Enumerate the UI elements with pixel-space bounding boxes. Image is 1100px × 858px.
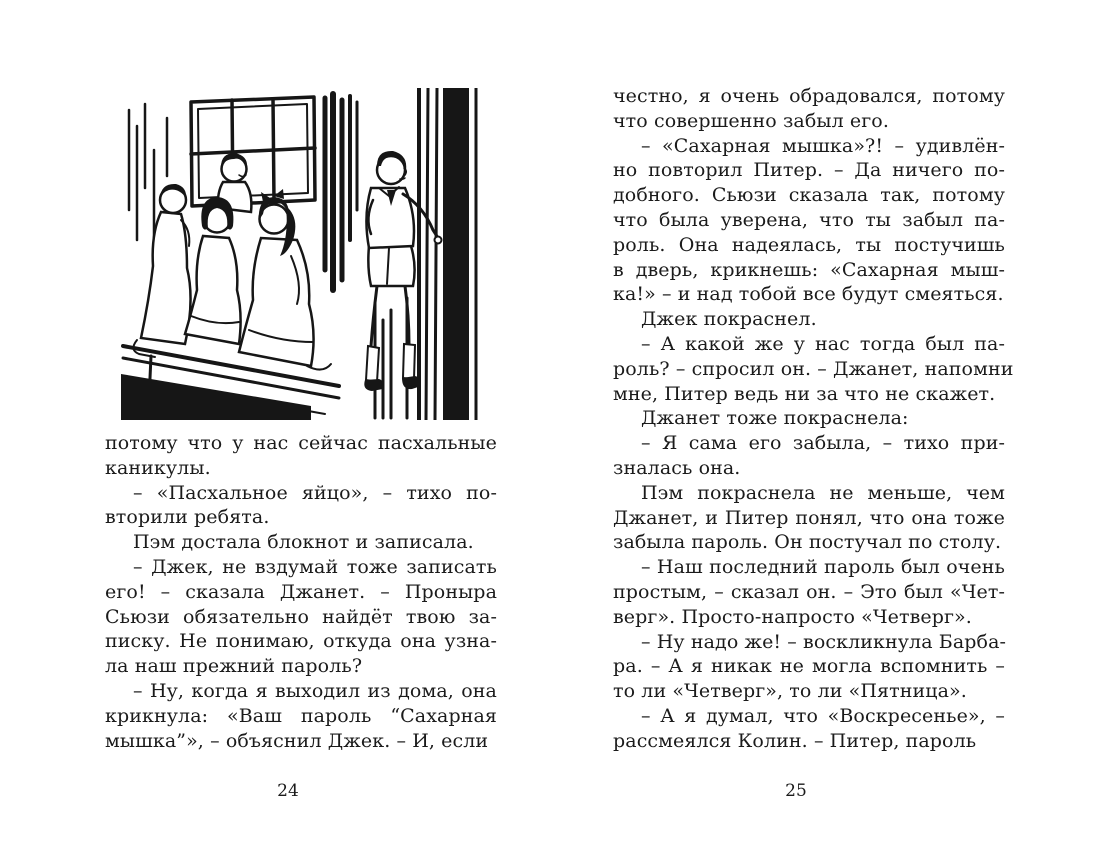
text-line: – А какой же у нас тогда был па- (641, 332, 1005, 355)
text-line: – Ну надо же! – воскликнула Барба- (641, 630, 1007, 653)
text-line: мышка”», – объяснил Джек. – И, если (105, 729, 489, 752)
text-line: но повторил Питер. – Да ничего по- (613, 159, 1005, 182)
text-line: вторили ребята. (105, 506, 270, 529)
illustration-boy-at-door (364, 151, 441, 391)
text-line: его! – сказала Джанет. – Проныра (105, 580, 497, 603)
text-line: зналась она. (613, 456, 741, 479)
illustration-drawing (121, 88, 481, 420)
text-line: ла наш прежний пароль? (105, 655, 363, 678)
text-line: крикнула: «Ваш пароль “Сахарная (105, 704, 497, 727)
text-line: что была уверена, что ты забыл па- (613, 208, 1005, 231)
text-line: мне, Питер ведь ни за что не скажет. (613, 382, 996, 405)
text-line: – «Сахарная мышка»?! – удивлён- (641, 134, 1005, 157)
text-line: роль. Она надеялась, ты постучишь (613, 233, 1005, 256)
text-line: забыла пароль. Он постучал по столу. (613, 531, 1002, 554)
illustration-child-left-boy (133, 184, 190, 357)
text-line: каникулы. (105, 456, 211, 479)
text-line: потому что у нас сейчас пасхальные (105, 432, 497, 454)
text-line: добного. Сьюзи сказала так, потому (613, 184, 1005, 207)
text-line: честно, я очень обрадовался, потому (613, 85, 1005, 107)
text-line: роль? – спросил он. – Джанет, напомни (613, 357, 1014, 380)
text-line: рассмеялся Колин. – Питер, пароль (613, 729, 977, 752)
illustration-child-front-girl (239, 189, 331, 370)
text-line: – А я думал, что «Воскресенье», – (641, 704, 1005, 727)
text-line: – «Пасхальное яйцо», – тихо по- (133, 481, 497, 504)
illustration-window (191, 97, 315, 206)
text-line: – Джек, не вздумай тоже записать (133, 555, 497, 578)
text-line: писку. Не понимаю, откуда она узна- (105, 630, 497, 653)
text-line: простым, – сказал он. – Это был «Чет- (613, 580, 1005, 603)
text-line: то ли «Четверг», то ли «Пятница». (613, 680, 967, 703)
illustration-shadow-hatching (325, 94, 357, 290)
text-line: что совершенно забыл его. (613, 109, 889, 132)
text-line: ра. – А я никак не могла вспомнить – (613, 655, 1005, 678)
text-line: Джек покраснел. (641, 308, 817, 331)
text-line: – Я сама его забыла, – тихо при- (641, 432, 1005, 455)
illustration (121, 88, 481, 420)
text-line: верг». Просто-напросто «Четверг». (613, 605, 972, 628)
text-line: ка!» – и над тобой все будут смеяться. (613, 283, 1004, 306)
page-right-text (613, 84, 1014, 754)
text-line: Пэм достала блокнот и записала. (133, 531, 474, 554)
text-line: Джанет, и Питер понял, что она тоже (613, 506, 1005, 529)
page-number-right: 25 (785, 781, 807, 801)
text-line: – Ну, когда я выходил из дома, она (133, 679, 497, 702)
text-line: в дверь, крикнешь: «Сахарная мыш- (613, 258, 1005, 281)
text-line: Джанет тоже покраснела: (641, 407, 909, 430)
text-line: Пэм покраснела не меньше, чем (641, 481, 1005, 504)
illustration-child-bob-girl (185, 197, 241, 344)
page-number-left: 24 (277, 781, 299, 801)
page-left-text (105, 431, 497, 753)
text-line: Сьюзи обязательно найдёт твою за- (105, 605, 497, 628)
text-line: – Наш последний пароль был очень (641, 556, 1005, 579)
